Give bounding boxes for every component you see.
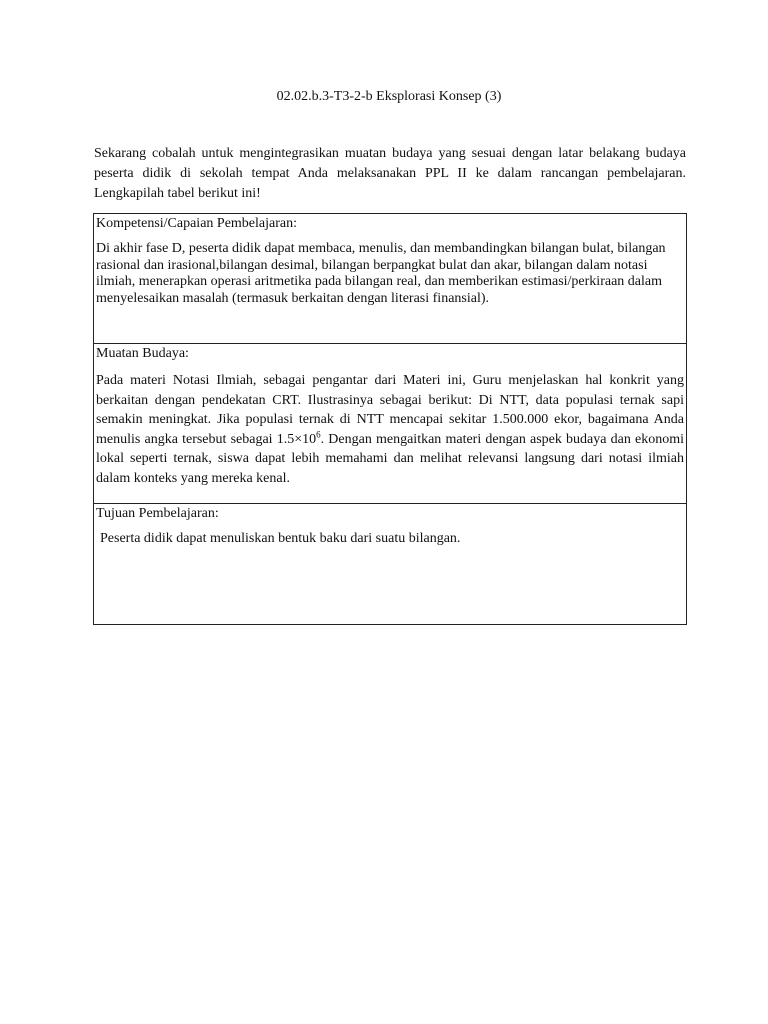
section-body-kompetensi: Di akhir fase D, peserta didik dapat membaca, menulis, dan membandingkan bilangan bulat, bilangan rasional dan irasional,bilangan desimal, bilangan berpangkat bulat dan akar, bilangan dalam notasi ilmiah, menerapkan operasi aritmetika pada bilangan real, dan memberikan estimasi/perkiraan dalam menyelesaikan masalah (termasuk berkaitan dengan literasi finansial).: [96, 241, 666, 306]
notation-base: 1.5×10: [276, 431, 317, 447]
page-title: 02.02.b.3-T3-2-b Eksplorasi Konsep (3): [276, 89, 502, 104]
muatan-text-before: Pada materi Notasi Ilmiah, sebagai pengantar dari Materi ini, Guru menjelaskan hal konkrit yang berkaitan dengan pendekatan CRT. Ilustrasinya sebagai berikut: Di NTT, data populasi ternak sapi semakin meningkat. Jika populasi ternak di NTT mencapai sekitar 1.500.000 ekor, bagaimana Anda menulis angka tersebut sebagai: [96, 373, 684, 447]
section-body-tujuan: Peserta didik dapat menuliskan bentuk baku dari suatu bilangan.: [100, 531, 461, 546]
section-kompetensi: [94, 214, 686, 344]
section-tujuan: [94, 504, 686, 624]
scientific-notation: [276, 428, 321, 447]
section-label-muatan-budaya: Muatan Budaya:: [96, 346, 189, 361]
section-body-muatan-budaya: [96, 371, 684, 488]
section-muatan-budaya: [94, 344, 686, 504]
section-label-kompetensi: Kompetensi/Capaian Pembelajaran:: [96, 216, 297, 231]
muatan-text-after: . Dengan mengaitkan materi dengan aspek budaya dan ekonomi lokal seperti ternak, siswa dapat lebih memahami dan melihat relevansi langsung dari notasi ilmiah dalam konteks yang mereka kenal.: [96, 431, 684, 486]
intro-paragraph: Sekarang cobalah untuk mengintegrasikan muatan budaya yang sesuai dengan latar belakang budaya peserta didik di sekolah tempat Anda melaksanakan PPL II ke dalam rancangan pembelajaran. Lengkapilah tabel berikut ini!: [94, 146, 686, 201]
lesson-table: [93, 213, 687, 625]
notation-exponent: 6: [316, 428, 321, 439]
section-label-tujuan: Tujuan Pembelajaran:: [96, 506, 219, 521]
